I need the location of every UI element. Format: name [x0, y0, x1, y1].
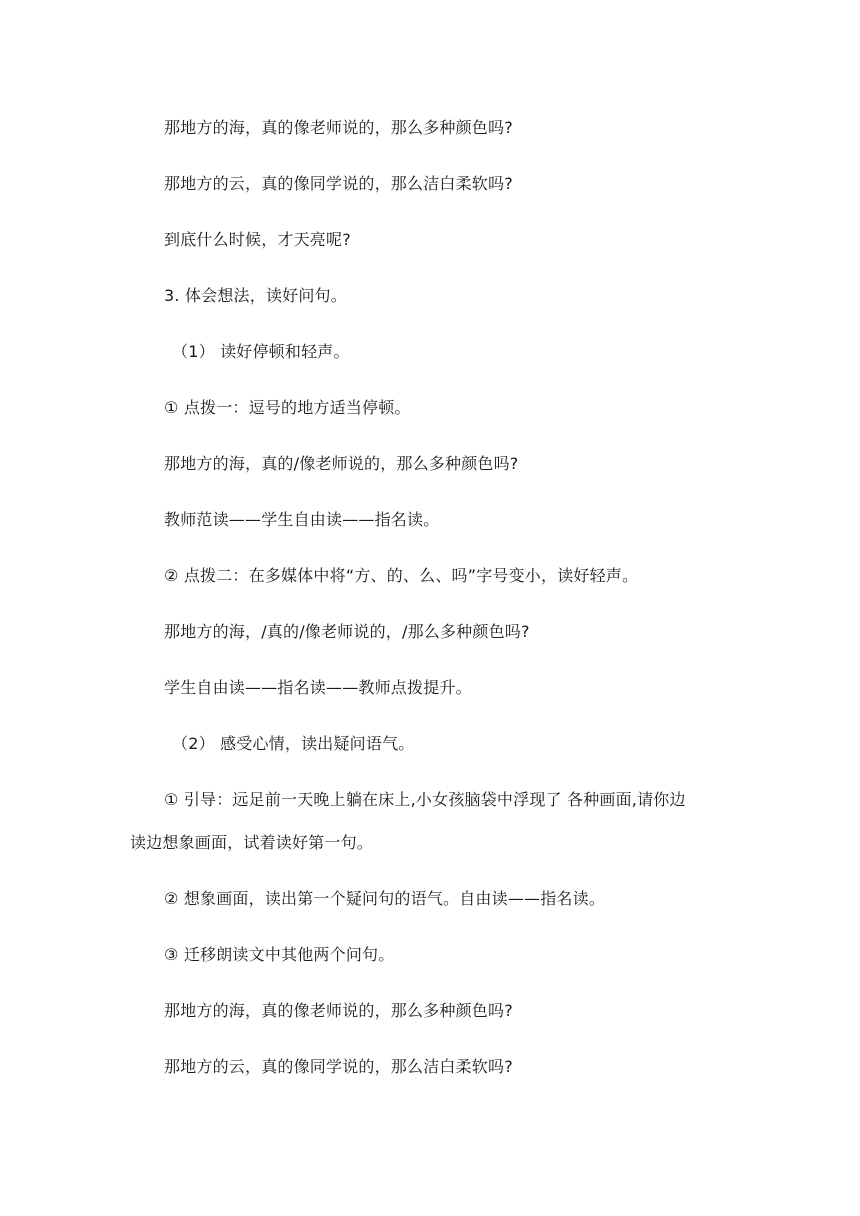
point-one: ① 点拨一：逗号的地方适当停顿。: [164, 398, 411, 417]
point-two: ② 点拨二：在多媒体中将“方、的、么、吗”字号变小，读好轻声。: [164, 566, 639, 585]
guide-paragraph-line-1: ① 引导：远足前一天晚上躺在床上,小女孩脑袋中浮现了 各种画面,请你边: [164, 790, 686, 809]
paragraph-cloud-question: 那地方的云，真的像同学说的，那么洁白柔软吗?: [164, 174, 513, 193]
section-heading-3: 3. 体会想法，读好问句。: [164, 286, 347, 305]
repeat-cloud-question: 那地方的云，真的像同学说的，那么洁白柔软吗?: [164, 1057, 513, 1076]
paragraph-sea-question: 那地方的海，真的像老师说的，那么多种颜色吗?: [164, 118, 513, 137]
imagine-step: ② 想象画面，读出第一个疑问句的语气。自由读——指名读。: [164, 889, 606, 908]
reading-procedure-2: 学生自由读——指名读——教师点拨提升。: [164, 678, 472, 697]
example-light-tone-sentence: 那地方的海，/真的/像老师说的，/那么多种颜色吗?: [164, 622, 530, 641]
subsection-heading-1: （1） 读好停顿和轻声。: [172, 342, 350, 361]
transfer-step: ③ 迁移朗读文中其他两个问句。: [164, 945, 395, 964]
guide-paragraph-line-2: 读边想象画面，试着读好第一句。: [130, 833, 374, 852]
subsection-heading-2: （2） 感受心情，读出疑问语气。: [172, 734, 415, 753]
repeat-sea-question: 那地方的海，真的像老师说的，那么多种颜色吗?: [164, 1001, 513, 1020]
reading-procedure-1: 教师范读——学生自由读——指名读。: [164, 510, 440, 529]
paragraph-dawn-question: 到底什么时候，才天亮呢?: [164, 230, 351, 249]
example-pause-sentence: 那地方的海，真的/像老师说的，那么多种颜色吗?: [164, 454, 519, 473]
